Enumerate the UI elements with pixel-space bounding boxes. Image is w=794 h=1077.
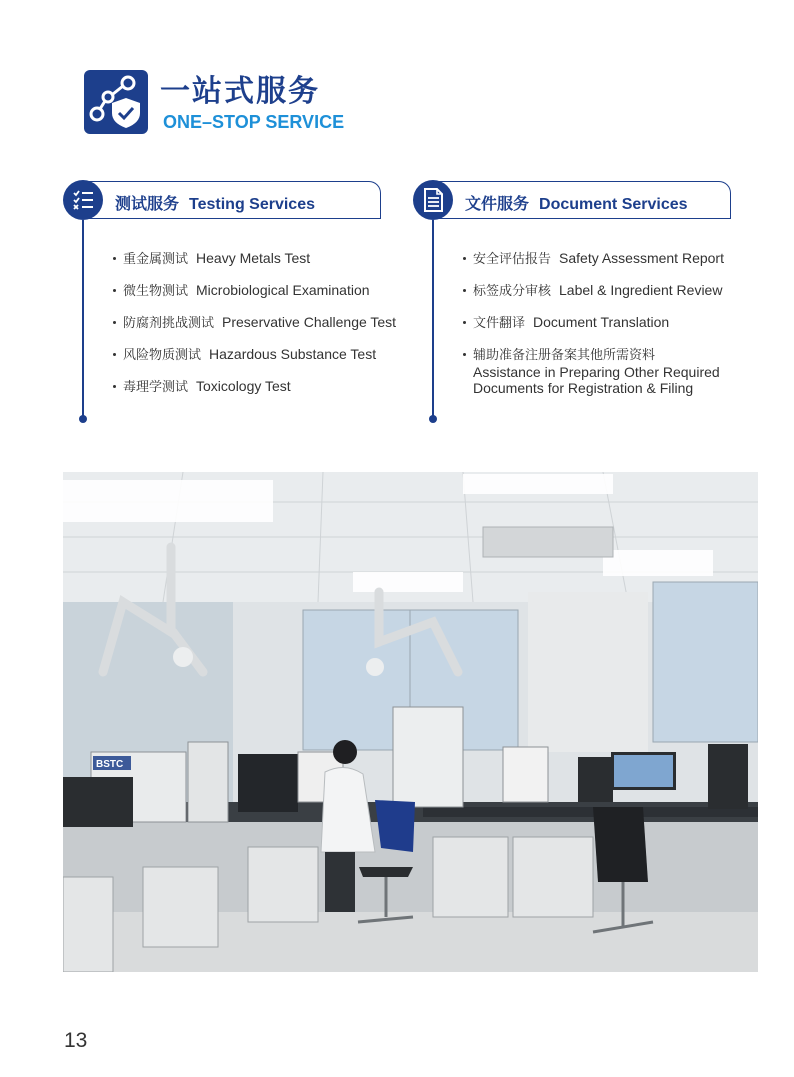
list-item: 防腐剂挑战测试 Preservative Challenge Test — [113, 314, 396, 332]
list-item: 毒理学测试 Toxicology Test — [113, 378, 396, 396]
document-icon — [413, 180, 453, 220]
checklist-icon — [63, 180, 103, 220]
testing-services-list — [113, 250, 396, 410]
timeline-line — [432, 220, 434, 416]
document-services-title: 文件服务 Document Services — [465, 194, 688, 213]
service-logo-icon — [84, 70, 148, 134]
list-item: 文件翻译 Document Translation — [463, 314, 724, 332]
page-number: 13 — [64, 1029, 88, 1052]
list-item: 标签成分审核 Label & Ingredient Review — [463, 282, 724, 300]
list-item: 微生物测试 Microbiological Examination — [113, 282, 396, 300]
list-item: 安全评估报告 Safety Assessment Report — [463, 250, 724, 268]
document-services-list — [463, 250, 724, 410]
laboratory-photo — [63, 472, 758, 972]
instrument-brand-label: BSTC — [96, 759, 124, 770]
timeline-end-dot — [429, 415, 437, 423]
list-item: 重金属测试 Heavy Metals Test — [113, 250, 396, 268]
list-item: 风险物质测试 Hazardous Substance Test — [113, 346, 396, 364]
list-item: 辅助准备注册备案其他所需资料 Assistance in Preparing Other Required Documents for Registration & Filing — [463, 346, 724, 396]
page-subtitle: ONE–STOP SERVICE — [163, 112, 345, 132]
page-title: 一站式服务 — [160, 74, 320, 109]
timeline-line — [82, 220, 84, 416]
testing-services-title: 测试服务 Testing Services — [115, 194, 315, 213]
timeline-end-dot — [79, 415, 87, 423]
